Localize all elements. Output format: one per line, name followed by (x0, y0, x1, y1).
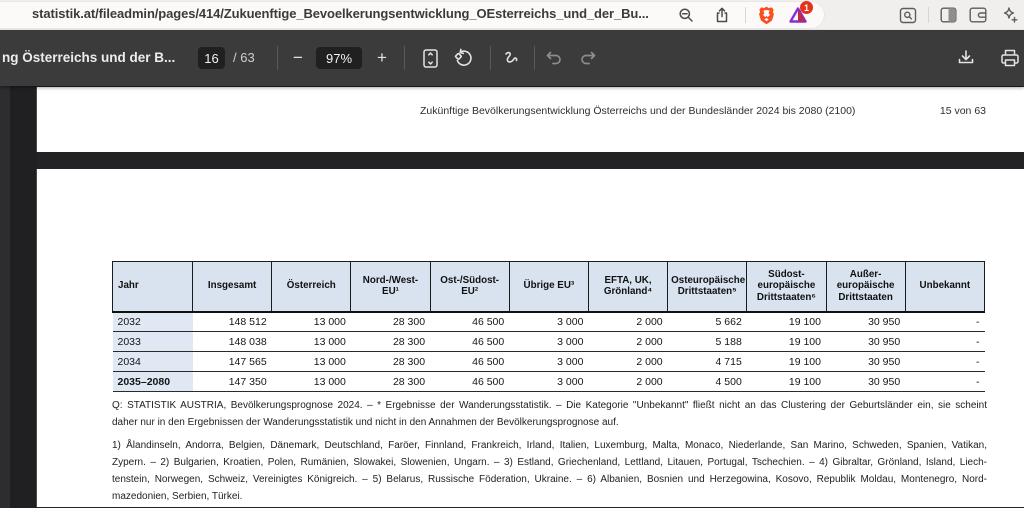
table-cell: 28 300 (351, 332, 430, 352)
table-cell: 30 950 (826, 352, 905, 372)
search-tabs-icon[interactable] (898, 5, 918, 25)
table-cell-year: 2033 (113, 332, 193, 352)
table-cell: 46 500 (430, 352, 509, 372)
table-header-cell: EFTA, UK, Grönland⁴ (588, 262, 667, 312)
table-cell: 13 000 (272, 312, 351, 332)
pdf-page-15 (37, 87, 1024, 152)
table-cell: 147 565 (193, 352, 272, 372)
divider (404, 46, 405, 70)
divider (745, 7, 746, 23)
running-title: Zukünftige Bevölkerungsentwicklung Österreichs und der Bundesländer 2024 bis 2080 (2100) (420, 105, 856, 117)
viewer-left-gutter (10, 86, 37, 508)
table-cell: 147 350 (193, 372, 272, 392)
table-cell: 13 000 (272, 352, 351, 372)
footnote-line: Q: STATISTIK AUSTRIA, Bevölkerungsprognose 2024. – * Ergebnisse der Wanderungsstatistik. – Die Kategorie "Unbekannt" fließt nicht an das Clustering der Geburtsländer ein, sie scheint (112, 400, 987, 411)
table-header-cell: Übrige EU³ (509, 262, 588, 312)
footnote-line: 1) Ålandinseln, Andorra, Belgien, Dänemark, Deutschland, Faröer, Finnland, Frankreich, Irland, Italien, Luxemburg, Malta, Monaco, Niederlande, San Marino, Schweden, Spanien, Vatikan, (112, 440, 987, 451)
extension-triangle-icon[interactable] (788, 2, 809, 25)
table-row (113, 372, 985, 392)
page-number-label: 15 von 63 (939, 105, 986, 117)
table-header-cell: Jahr (113, 262, 193, 312)
table-cell: 28 300 (351, 352, 430, 372)
table-cell: 19 100 (747, 332, 826, 352)
table-cell: 46 500 (430, 372, 509, 392)
table-cell: 19 100 (747, 372, 826, 392)
table-cell: 46 500 (430, 332, 509, 352)
pdf-document-title: ng Österreichs und der B... (2, 50, 176, 65)
table-cell: 3 000 (509, 312, 588, 332)
table-cell: 30 950 (826, 312, 905, 332)
table-header-cell: Außer-europäische Drittstaaten (826, 262, 905, 312)
redo-icon[interactable] (574, 44, 602, 72)
divider (928, 7, 929, 23)
population-table (112, 261, 985, 392)
table-cell: 2 000 (588, 332, 667, 352)
table-cell: 30 950 (826, 332, 905, 352)
table-cell: 2 000 (588, 312, 667, 332)
table-cell: 5 662 (668, 312, 747, 332)
table-header-cell: Osteuropäische Drittstaaten⁵ (668, 262, 747, 312)
table-cell: 13 000 (272, 332, 351, 352)
table-header-cell: Unbekannt (905, 262, 984, 312)
table-cell: 5 188 (668, 332, 747, 352)
customize-sparkle-icon[interactable] (1000, 5, 1020, 25)
footnote-line: tenstein, Norwegen, Schweiz, Vereinigtes Königreich. – 5) Belarus, Russische Föderation, Ukraine. – 6) Albanien, Bosnien und Herzegowina, Kosovo, Republik Moldau, Montenegro, Nord- (112, 474, 987, 485)
table-cell: - (905, 332, 984, 352)
table-cell-year: 2035–2080 (113, 372, 193, 392)
table-cell: 3 000 (509, 332, 588, 352)
divider (534, 46, 535, 70)
table-cell: 2 000 (588, 352, 667, 372)
table-row (113, 312, 985, 332)
table-cell: 28 300 (351, 312, 430, 332)
annotate-draw-icon[interactable] (498, 44, 526, 72)
table-cell: 3 000 (509, 372, 588, 392)
table-cell: 4 500 (668, 372, 747, 392)
table-header-cell: Südost-europäische Drittstaaten⁶ (747, 262, 826, 312)
table-cell: 46 500 (430, 312, 509, 332)
zoom-out-button[interactable]: − (293, 48, 303, 67)
zoom-in-button[interactable]: + (377, 48, 387, 67)
fit-page-icon[interactable] (416, 44, 444, 72)
divider (277, 46, 278, 70)
table-row (113, 352, 985, 372)
table-cell: 3 000 (509, 352, 588, 372)
table-cell: 148 038 (193, 332, 272, 352)
share-icon[interactable] (712, 5, 732, 25)
page-count-label: / 63 (233, 50, 255, 65)
table-cell: 19 100 (747, 352, 826, 372)
browser-toolbar (0, 0, 1024, 30)
table-header-cell: Nord-/West-EU¹ (351, 262, 430, 312)
table-cell: 28 300 (351, 372, 430, 392)
pdf-page-16 (37, 169, 1024, 507)
table-header-cell: Insgesamt (193, 262, 272, 312)
footnote-line: mazedonien, Serbien, Türkei. (112, 491, 243, 502)
url-text[interactable]: statistik.at/fileadmin/pages/414/Zukuenftige_Bevoelkerungsentwicklung_OEsterreichs_und_der_Bu... (32, 6, 649, 21)
table-cell: - (905, 352, 984, 372)
table-row (113, 332, 985, 352)
table-header-cell: Österreich (272, 262, 351, 312)
rotate-icon[interactable] (450, 44, 478, 72)
print-icon[interactable] (996, 44, 1024, 72)
table-footnotes (112, 397, 987, 505)
page-number-input[interactable]: 16 (198, 47, 225, 69)
table-cell-year: 2032 (113, 312, 193, 332)
wallet-icon[interactable] (968, 5, 988, 25)
pdf-viewer-area (0, 86, 1024, 508)
table-cell-year: 2034 (113, 352, 193, 372)
table-cell: 2 000 (588, 372, 667, 392)
footnote-line: Zypern. – 2) Bulgarien, Kroatien, Polen, Rumänien, Slowakei, Slowenien, Ungarn. – 3) Estland, Griechenland, Lettland, Litauen, Portugal, Tschechien. – 4) Gibraltar, Grönland, Island, Liech- (112, 457, 987, 468)
extension-badge: 1 (800, 1, 813, 14)
brave-shield-icon[interactable] (756, 5, 776, 25)
table-header (113, 262, 985, 312)
divider (490, 46, 491, 70)
download-icon[interactable] (952, 44, 980, 72)
table-cell: 4 715 (668, 352, 747, 372)
table-cell: 148 512 (193, 312, 272, 332)
table-cell: - (905, 312, 984, 332)
table-header-cell: Ost-/Südost-EU² (430, 262, 509, 312)
table-body (113, 312, 985, 392)
table-cell: 19 100 (747, 312, 826, 332)
undo-icon[interactable] (540, 44, 568, 72)
table-cell: 30 950 (826, 372, 905, 392)
table-cell: - (905, 372, 984, 392)
table-cell: 13 000 (272, 372, 351, 392)
footnote-line: daher nur in den Ergebnissen der Wanderungsstatistik und nicht in den Annahmen der Bevölkerungsprognose auf. (112, 417, 619, 428)
viewer-left-edge (0, 86, 10, 508)
sidebar-toggle-icon[interactable] (938, 5, 958, 25)
zoom-out-page-icon[interactable] (676, 5, 696, 25)
zoom-level-display: 97% (316, 47, 362, 69)
pdf-toolbar (0, 30, 1024, 86)
